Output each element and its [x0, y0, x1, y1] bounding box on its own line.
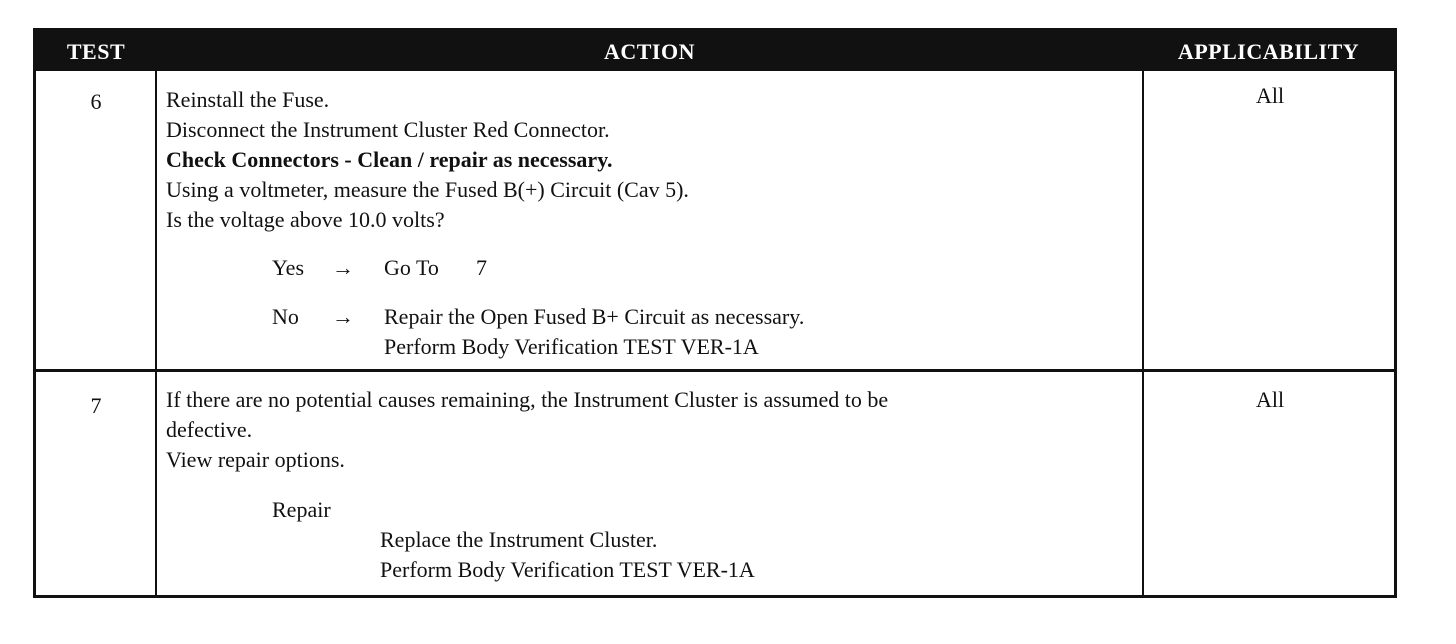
diagnostic-table — [33, 28, 1397, 598]
action-line: Reinstall the Fuse. — [166, 87, 330, 112]
goto-target: 7 — [476, 255, 487, 280]
test-number: 6 — [90, 89, 102, 114]
action-line: Is the voltage above 10.0 volts? — [166, 207, 445, 232]
table-header — [36, 31, 1394, 71]
action-line: If there are no potential causes remaining, the Instrument Cluster is assumed to be — [166, 387, 889, 412]
row-divider — [36, 369, 1394, 372]
test-number: 7 — [90, 393, 102, 418]
action-line: View repair options. — [166, 447, 345, 472]
column-divider — [1142, 71, 1144, 595]
arrow-icon: → — [332, 304, 354, 329]
column-divider — [155, 71, 157, 595]
action-steps — [166, 385, 1141, 475]
applicability-value: All — [1255, 83, 1285, 108]
action-line: defective. — [166, 417, 253, 442]
no-label: No — [272, 304, 299, 329]
header-test: TEST — [66, 39, 126, 64]
no-action-line: Perform Body Verification TEST VER-1A — [384, 334, 759, 359]
goto-text: Go To — [384, 255, 439, 280]
yes-label: Yes — [272, 255, 305, 280]
header-applicability: APPLICABILITY — [1177, 39, 1360, 64]
action-line-bold: Check Connectors - Clean / repair as necessary. — [166, 147, 613, 172]
applicability-value: All — [1255, 387, 1285, 412]
action-line: Disconnect the Instrument Cluster Red Connector. — [166, 117, 610, 142]
repair-action-line: Perform Body Verification TEST VER-1A — [380, 557, 755, 582]
header-action: ACTION — [603, 39, 695, 64]
repair-label: Repair — [272, 497, 331, 522]
arrow-icon: → — [332, 255, 354, 280]
no-action-line: Repair the Open Fused B+ Circuit as necessary. — [384, 304, 805, 329]
action-line: Using a voltmeter, measure the Fused B(+) Circuit (Cav 5). — [166, 177, 689, 202]
action-steps — [166, 85, 1141, 235]
repair-action-line: Replace the Instrument Cluster. — [380, 527, 658, 552]
